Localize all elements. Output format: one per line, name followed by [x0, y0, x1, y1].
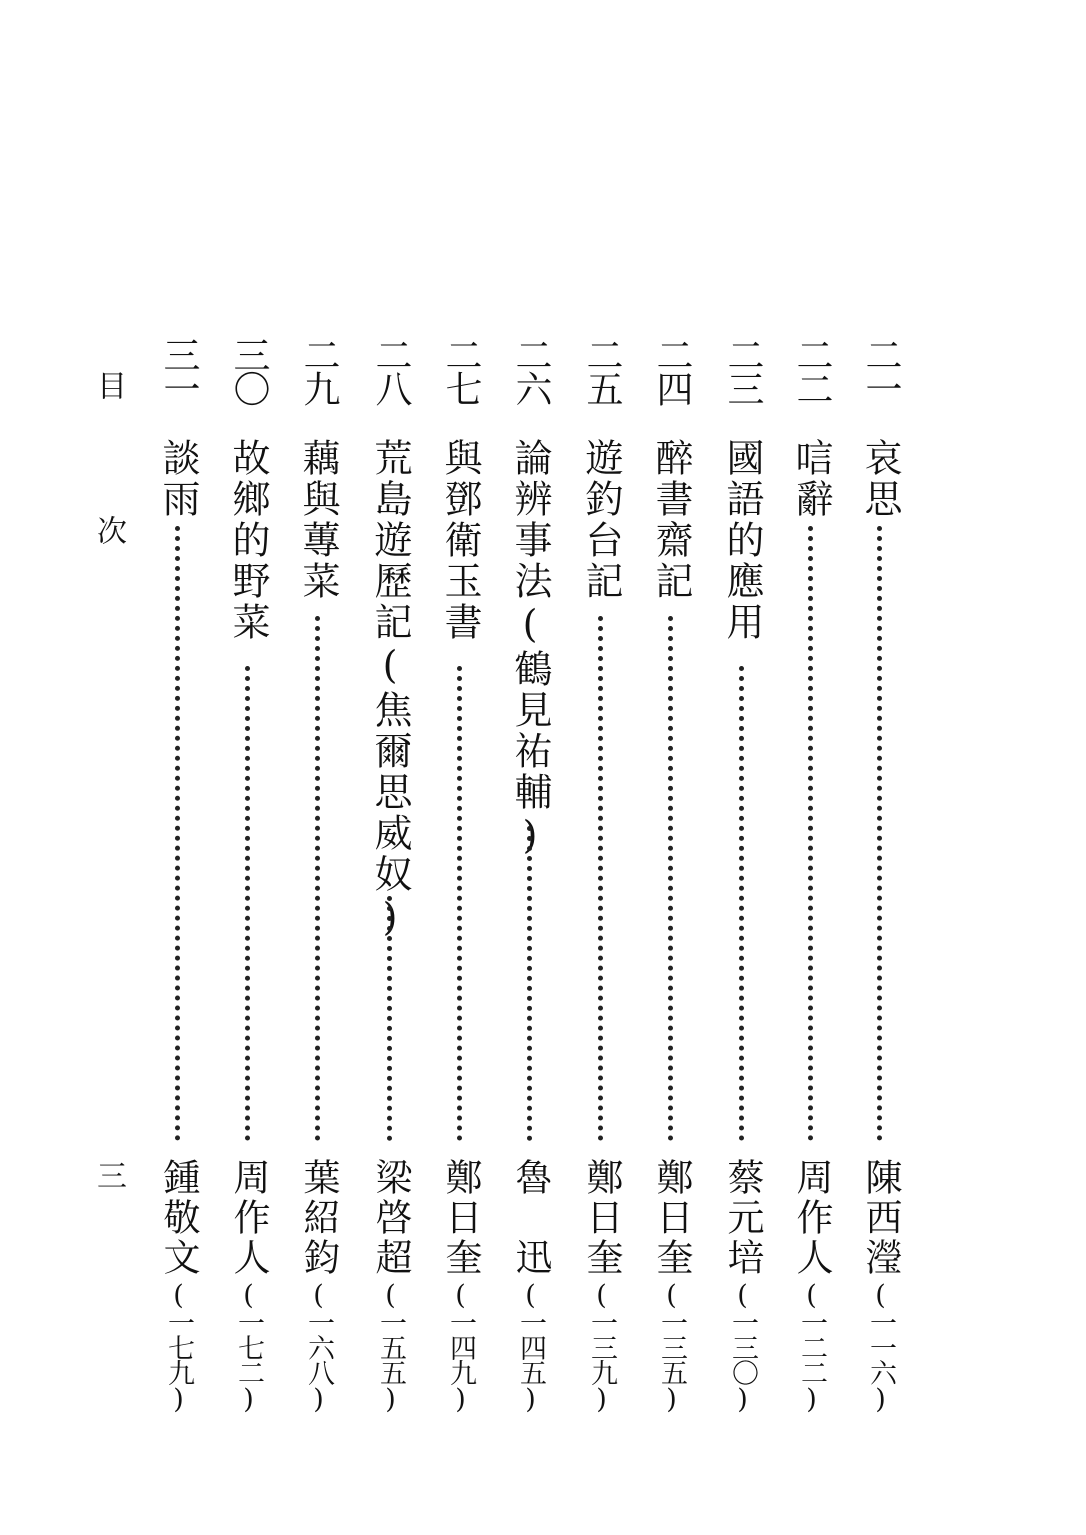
entry-page-ref: (一一六) — [865, 1280, 896, 1413]
entry-author: 陳西瀅 — [859, 1158, 902, 1278]
dot-leader — [668, 616, 673, 1141]
entry-author: 梁啓超 — [369, 1158, 412, 1278]
entry-author-block — [786, 1158, 836, 1413]
entry-page-ref: (一六八) — [303, 1280, 334, 1413]
entry-author: 魯 迅 — [509, 1158, 552, 1278]
entry-number: 二八 — [369, 336, 412, 404]
entry-title: 藕與蓴菜 — [296, 438, 340, 602]
entry-author-block — [435, 1158, 485, 1413]
entry-title: 國語的應用 — [720, 438, 764, 643]
dot-leader — [739, 666, 744, 1141]
entry-author-block — [293, 1158, 343, 1413]
entry-page-ref: (一四五) — [515, 1280, 546, 1413]
entry-number: 二三 — [721, 336, 764, 404]
entry-author: 周作人 — [227, 1158, 270, 1278]
entry-number: 二二 — [790, 336, 833, 404]
entry-author-block — [365, 1158, 415, 1413]
entry-author-block — [576, 1158, 626, 1413]
toc-entry-31[interactable] — [153, 336, 203, 1416]
dot-leader — [175, 526, 180, 1141]
entry-page-ref: (一三五) — [656, 1280, 687, 1413]
dot-leader — [245, 666, 250, 1141]
dot-leader — [315, 616, 320, 1141]
entry-author: 鄭日奎 — [439, 1158, 482, 1278]
entry-title: 遊釣台記 — [579, 438, 623, 602]
toc-entry-27[interactable] — [435, 336, 485, 1416]
entry-author: 鄭日奎 — [650, 1158, 693, 1278]
dot-leader — [387, 896, 392, 1141]
dot-leader — [598, 616, 603, 1141]
entry-number: 二九 — [297, 336, 340, 404]
dot-leader — [457, 666, 462, 1141]
toc-entry-24[interactable] — [646, 336, 696, 1416]
toc-entry-29[interactable] — [293, 336, 343, 1416]
entry-page-ref: (一三九) — [586, 1280, 617, 1413]
entry-page-ref: (一七九) — [163, 1280, 194, 1413]
entry-author: 葉紹鈞 — [297, 1158, 340, 1278]
entry-number: 二七 — [439, 336, 482, 404]
entry-author: 鍾敬文 — [157, 1158, 200, 1278]
entry-page-ref: (一二二) — [796, 1280, 827, 1413]
dot-leader — [808, 526, 813, 1141]
entry-author-block — [505, 1158, 555, 1413]
page-number: 三 — [91, 1160, 126, 1190]
section-label: 目 次 — [91, 370, 126, 585]
entry-number: 二五 — [580, 336, 623, 404]
entry-page-ref: (一四九) — [445, 1280, 476, 1413]
entry-number: 二四 — [650, 336, 693, 404]
entry-title: 談雨 — [156, 438, 200, 520]
entry-author-block — [855, 1158, 905, 1413]
toc-entry-26[interactable] — [505, 336, 555, 1416]
entry-title: 論辨事法(鶴見祐輔) — [508, 438, 552, 860]
entry-author: 鄭日奎 — [580, 1158, 623, 1278]
entry-title: 與鄧衛玉書 — [438, 438, 482, 643]
entry-author-block — [153, 1158, 203, 1413]
entry-author: 周作人 — [790, 1158, 833, 1278]
toc-entry-28[interactable] — [365, 336, 415, 1416]
toc-entry-22[interactable] — [786, 336, 836, 1416]
dot-leader — [877, 526, 882, 1141]
entry-title: 唁辭 — [789, 438, 833, 520]
entry-number: 三〇 — [227, 336, 270, 404]
entry-number: 二六 — [509, 336, 552, 404]
entry-page-ref: (一五五) — [375, 1280, 406, 1413]
toc-entry-25[interactable] — [576, 336, 626, 1416]
entry-title: 荒島遊歷記(焦爾思威奴) — [368, 438, 412, 942]
entry-author-block — [646, 1158, 696, 1413]
entry-number: 三一 — [157, 336, 200, 404]
entry-page-ref: (一七二) — [233, 1280, 264, 1413]
toc-entry-23[interactable] — [717, 336, 767, 1416]
entry-title: 醉書齋記 — [649, 438, 693, 602]
dot-leader — [527, 826, 532, 1141]
entry-title: 故鄉的野菜 — [226, 438, 270, 643]
entry-author-block — [223, 1158, 273, 1413]
entry-page-ref: (一三〇) — [727, 1280, 758, 1413]
entry-author-block — [717, 1158, 767, 1413]
toc-entry-21[interactable] — [855, 336, 905, 1416]
toc-entry-30[interactable] — [223, 336, 273, 1416]
entry-title: 哀思 — [858, 438, 902, 520]
entry-author: 蔡元培 — [721, 1158, 764, 1278]
entry-number: 二一 — [859, 336, 902, 404]
